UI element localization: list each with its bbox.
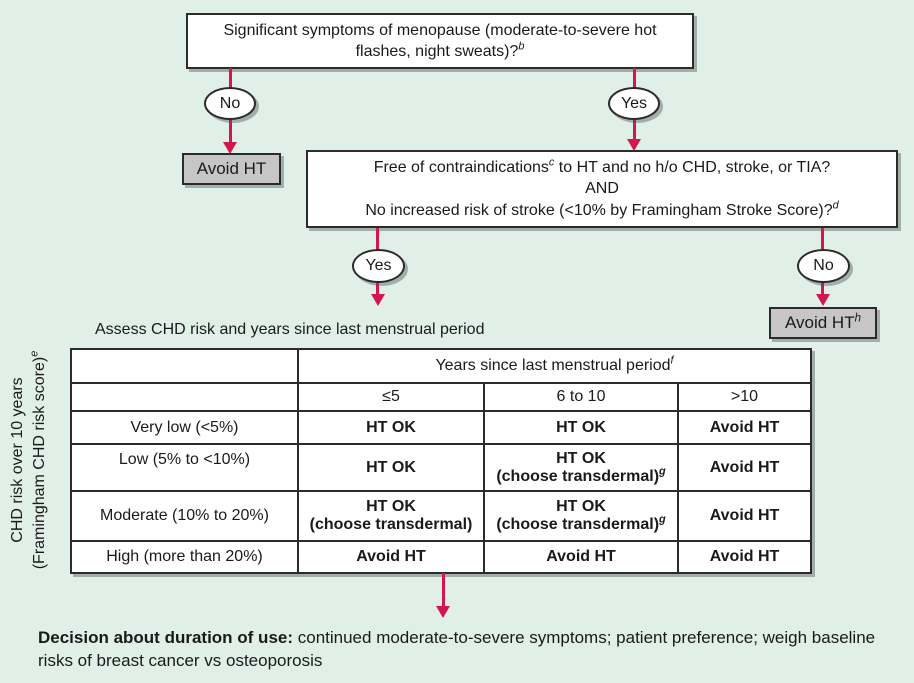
arrow-line-yes1-to-q2 — [633, 119, 636, 140]
row-axis-sup: e — [29, 350, 42, 357]
cell-l2: (choose transdermal) — [496, 467, 660, 485]
q2-line1-sup: c — [548, 157, 555, 169]
no-oval-2-label: No — [813, 257, 834, 274]
col-header-gt10: >10 — [678, 383, 811, 411]
assess-caption: Assess CHD risk and years since last menstrual period — [95, 321, 485, 338]
row-label-low: Low (5% to <10%) — [71, 444, 298, 491]
question-menopause-symptoms-box — [186, 13, 694, 69]
question-menopause-symptoms-text — [202, 20, 678, 62]
cell-sup: g — [659, 465, 666, 478]
arrowhead-no1-to-avoid — [223, 142, 237, 154]
q1-footnote-sup: b — [518, 40, 525, 53]
avoid-ht-right-label: Avoid HT — [784, 312, 855, 332]
cell-high-gt10 — [678, 541, 811, 573]
q2-line3 — [365, 200, 838, 221]
col-header-6to10: 6 to 10 — [484, 383, 678, 411]
table-row-col-headers — [71, 383, 811, 411]
years-group-header-cell — [298, 349, 811, 383]
arrowhead-yes1-to-q2 — [627, 139, 641, 151]
cell-text: HT OK — [366, 418, 416, 436]
yes-oval-2 — [352, 249, 405, 283]
q2-line3-text: No increased risk of stroke (<10% by Framingham Stroke Score)? — [365, 201, 833, 219]
cell-low-gt10 — [678, 444, 811, 491]
q1-text: Significant symptoms of menopause (moderate-to-severe hot flashes, night sweats)? — [223, 21, 657, 60]
cell-verylow-gt10 — [678, 411, 811, 444]
q2-line1 — [374, 157, 831, 178]
arrowhead-no2-to-avoid — [816, 294, 830, 306]
cell-text: HT OK — [366, 458, 416, 476]
q2-line1-pre: Free of contraindications — [373, 159, 549, 177]
yes-oval-1 — [608, 87, 660, 120]
no-oval-2 — [797, 249, 850, 283]
cell-high-le5 — [298, 541, 484, 573]
arrow-line-q2-to-no — [821, 228, 824, 250]
cell-l2: (choose transdermal) — [496, 516, 660, 533]
duration-decision-note — [38, 627, 894, 673]
table-row-low — [71, 444, 811, 491]
row-axis-label — [7, 325, 63, 595]
table-row-moderate — [71, 491, 811, 541]
cell-text: Avoid HT — [709, 418, 780, 436]
years-group-header-sup: f — [670, 354, 674, 367]
duration-decision-rest: continued moderate-to-severe symptoms; patient preference; weigh baseline risks of breast cancer vs osteoporosis — [38, 628, 876, 670]
cell-text-line2 — [489, 465, 673, 486]
cell-text: HT OK — [556, 418, 606, 436]
years-group-header-text: Years since last menstrual period — [435, 357, 671, 374]
arrow-line-q2-to-yes — [376, 228, 379, 250]
avoid-ht-right-label-wrap — [785, 312, 861, 334]
q2-line2-and: AND — [585, 180, 619, 198]
question-contraindications-box — [306, 150, 898, 228]
cell-text: Avoid HT — [709, 458, 780, 476]
yes-oval-1-label: Yes — [620, 94, 648, 112]
yes-oval-2-label: Yes — [365, 257, 392, 274]
chd-risk-matrix-table — [70, 348, 812, 574]
cell-moderate-6to10 — [484, 491, 678, 541]
avoid-ht-right-box — [769, 307, 877, 339]
avoid-ht-left-label: Avoid HT — [196, 158, 267, 178]
avoid-ht-right-sup: h — [854, 312, 862, 325]
table-row-very-low — [71, 411, 811, 444]
cell-text: Avoid HT — [356, 548, 426, 565]
row-axis-line2-wrap — [29, 325, 51, 595]
row-axis-line2: (Framingham CHD risk score) — [31, 356, 49, 570]
arrowhead-yes2-to-table — [371, 294, 385, 306]
arrow-line-no1-to-avoid — [229, 119, 232, 143]
q2-line1-post: to HT and no h/o CHD, stroke, or TIA? — [554, 159, 831, 177]
cell-text-line1: HT OK — [556, 498, 606, 515]
q2-line3-sup: d — [832, 199, 839, 212]
cell-text: Avoid HT — [546, 548, 616, 565]
cell-moderate-le5 — [298, 491, 484, 541]
cell-text-line1: HT OK — [556, 449, 606, 467]
row-label-high: High (more than 20%) — [71, 541, 298, 573]
corner-empty-cell-2 — [71, 383, 298, 411]
cell-high-6to10 — [484, 541, 678, 573]
cell-low-le5 — [298, 444, 484, 491]
cell-low-6to10 — [484, 444, 678, 491]
cell-text-line2 — [489, 513, 673, 534]
cell-text: Avoid HT — [709, 507, 780, 524]
cell-text: Avoid HT — [709, 548, 780, 565]
no-oval-1 — [204, 87, 256, 120]
cell-text-line1: HT OK — [366, 498, 416, 515]
cell-verylow-le5 — [298, 411, 484, 444]
avoid-ht-left-box — [182, 153, 281, 185]
no-oval-1-label: No — [219, 94, 241, 112]
row-label-very-low: Very low (<5%) — [71, 411, 298, 444]
corner-empty-cell — [71, 349, 298, 383]
cell-moderate-gt10 — [678, 491, 811, 541]
cell-verylow-6to10 — [484, 411, 678, 444]
arrow-line-table-to-footer — [442, 573, 445, 607]
row-axis-line1: CHD risk over 10 years — [9, 377, 26, 543]
row-label-moderate: Moderate (10% to 20%) — [71, 491, 298, 541]
table-row-high — [71, 541, 811, 573]
cell-text-line2 — [303, 516, 479, 534]
col-header-le5: ≤5 — [298, 383, 484, 411]
duration-decision-bold: Decision about duration of use: — [38, 628, 294, 647]
cell-l2: (choose transdermal) — [309, 516, 473, 533]
table-row-group-header — [71, 349, 811, 383]
arrowhead-table-to-footer — [436, 606, 450, 618]
cell-sup: g — [659, 513, 666, 526]
